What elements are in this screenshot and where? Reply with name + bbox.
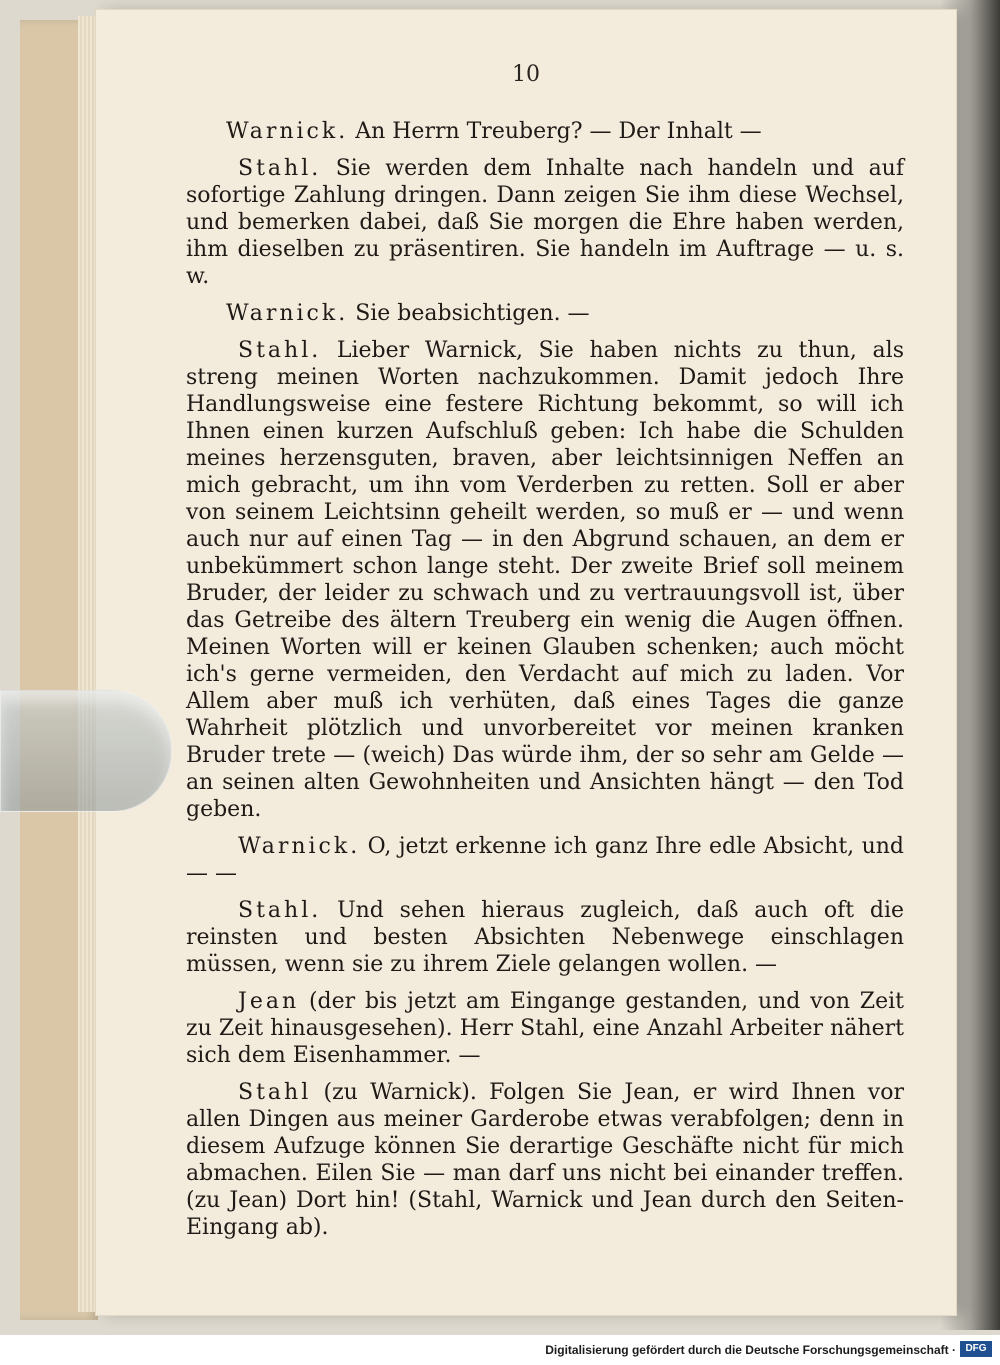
- speaker-name: Warnick.: [226, 301, 349, 326]
- page-number: 10: [512, 62, 540, 87]
- dialogue-text: Sie beabsichtigen. —: [355, 301, 590, 326]
- page-text: [186, 118, 904, 1251]
- dialogue-text: (zu Warnick). Folgen Sie Jean, er wird Ihnen vor allen Dingen aus meiner Garderobe etwas verabfolgen; denn in diesem Aufzuge können Sie derartige Geschäfte nicht für mich abmachen. Eilen Sie — man darf uns nicht bei einander treffen. (zu Jean) Dort hin! (Stahl, Warnick und Jean durch den Seiten-Eingang ab).: [186, 1080, 904, 1240]
- speaker-name: Warnick.: [226, 119, 349, 144]
- speaker-name: Stahl: [238, 1080, 312, 1105]
- funding-credit: Digitalisierung gefördert durch die Deutsche Forschungsgemeinschaft ·: [545, 1343, 956, 1357]
- dialogue-text: An Herrn Treuberg? — Der Inhalt —: [355, 119, 762, 144]
- dialogue-text: Sie werden dem Inhalte nach handeln und auf sofortige Zahlung dringen. Dann zeigen Sie ihm diese Wechsel, und bemerken dabei, daß Sie morgen die Ehre haben werden, ihm dieselben zu präsentiren. Sie handeln im Auftrage — u. s. w.: [186, 156, 904, 289]
- dialogue-paragraph: [186, 155, 904, 290]
- dialogue-text: (der bis jetzt am Eingange gestanden, und von Zeit zu Zeit hinausgesehen). Herr Stahl, eine Anzahl Arbeiter nähert sich dem Eisenhammer. —: [186, 989, 904, 1068]
- dialogue-paragraph: [186, 1079, 904, 1241]
- dialogue-text: O, jetzt erkenne ich ganz Ihre edle Absicht, und — —: [186, 834, 904, 886]
- dialogue-paragraph: [186, 118, 904, 145]
- dfg-logo-icon: DFG: [960, 1341, 992, 1357]
- speaker-name: Stahl.: [238, 338, 322, 363]
- speaker-name: Jean: [238, 989, 300, 1014]
- footer-bar: [0, 1335, 1000, 1365]
- dialogue-paragraph: [186, 897, 904, 978]
- book-page: [96, 10, 956, 1315]
- dialogue-paragraph: [186, 300, 904, 327]
- speaker-name: Warnick.: [238, 834, 361, 859]
- dialogue-paragraph: [186, 337, 904, 823]
- dialogue-paragraph: [186, 833, 904, 887]
- speaker-name: Stahl.: [238, 156, 322, 181]
- dialogue-paragraph: [186, 988, 904, 1069]
- dialogue-text: Und sehen hieraus zugleich, daß auch oft die reinsten und besten Absichten Nebenwege einschlagen müssen, wenn sie zu ihrem Ziele gelangen wollen. —: [186, 898, 905, 977]
- page-clip-bookmark: [0, 690, 172, 812]
- dialogue-text: Lieber Warnick, Sie haben nichts zu thun, als streng meinen Worten nachzukommen. Damit jedoch Ihre Handlungsweise eine festere Richtung bekommt, so will ich Ihnen einen kurzen Aufschluß geben: Ich habe die Schulden meines herzensguten, braven, aber leichtsinnigen Neffen an mich gebracht, um ihn vom Verderben zu retten. Soll er aber von seinem Leichtsinn geheilt werden, so muß er — und wenn auch nur auf einen Tag — in den Abgrund schauen, an dem er unbekümmert schon lange steht. Der zweite Brief soll meinem Bruder, der leider zu schwach und zu vertrauungsvoll ist, über das Getreibe des ältern Treuberg ein wenig die Augen öffnen. Meinen Worten will er keinen Glauben schenken; auch möcht ich's gerne vermeiden, den Verdacht auf mich zu laden. Vor Allem aber muß ich verhüten, daß eines Tages die ganze Wahrheit plötzlich und unvorbereitet vor meinen kranken Bruder trete — (weich) Das würde ihm, der so sehr am Gelde — an seinen alten Gewohnheiten und Ansichten hängt — den Tod geben.: [186, 338, 904, 822]
- speaker-name: Stahl.: [238, 898, 322, 923]
